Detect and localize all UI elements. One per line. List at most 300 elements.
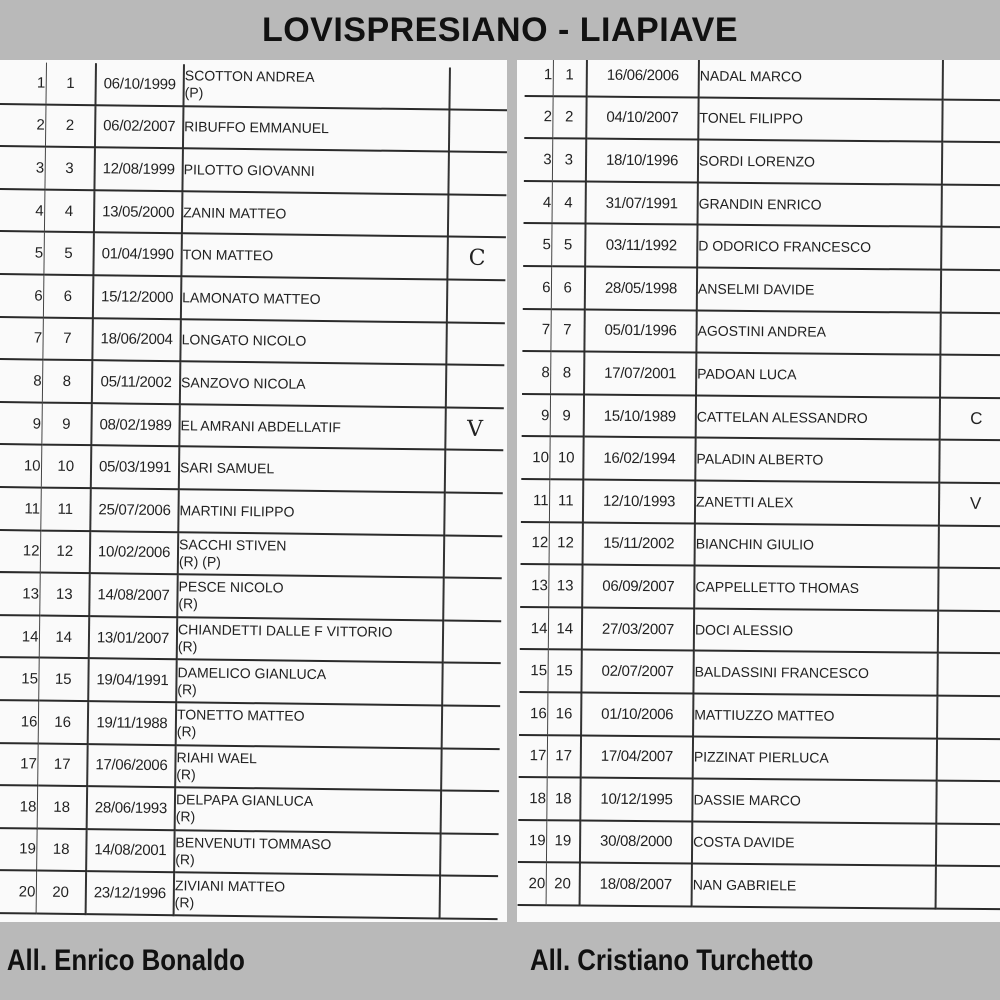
shirt-number: 6 <box>43 275 94 318</box>
player-name-cell <box>181 276 448 322</box>
player-name: BIANCHIN GIULIO <box>695 535 815 553</box>
shirt-number: 8 <box>42 360 93 403</box>
captain-mark <box>442 705 501 748</box>
player-name-cell <box>692 821 936 866</box>
captain-mark <box>938 610 1000 653</box>
shirt-number: 7 <box>42 317 93 360</box>
player-name: PALADIN ALBERTO <box>696 450 824 468</box>
row-index: 5 <box>523 223 551 266</box>
player-name: NADAL MARCO <box>699 67 803 85</box>
row-index: 17 <box>0 742 38 785</box>
row-index: 12 <box>521 522 549 565</box>
player-row <box>0 487 503 536</box>
birth-date: 19/11/1988 <box>88 701 177 745</box>
row-index: 2 <box>524 96 552 139</box>
title-bar <box>0 0 1000 60</box>
player-name-cell <box>180 361 447 407</box>
player-name: ZANETTI ALEX <box>696 493 794 511</box>
row-index: 1 <box>525 60 553 96</box>
birth-date: 16/02/1994 <box>583 437 695 481</box>
player-name: NAN GABRIELE <box>692 876 797 894</box>
birth-date: 13/01/2007 <box>89 616 178 660</box>
birth-date: 17/06/2006 <box>87 744 176 788</box>
captain-mark <box>444 492 503 535</box>
shirt-number: 11 <box>549 479 583 522</box>
player-row <box>0 870 498 919</box>
player-row <box>0 189 506 238</box>
birth-date: 25/07/2006 <box>90 488 179 532</box>
row-index: 14 <box>0 615 39 658</box>
shirt-number: 9 <box>41 402 92 445</box>
player-name: TON MATTEO <box>182 246 274 264</box>
shirt-number: 10 <box>549 437 583 480</box>
player-role: (R) <box>174 893 195 911</box>
player-name-cell <box>698 97 942 142</box>
row-index: 16 <box>0 700 38 743</box>
shirt-number: 4 <box>552 181 586 224</box>
row-index: 10 <box>521 436 549 479</box>
captain-mark <box>942 99 1000 142</box>
player-name: LONGATO NICOLO <box>181 331 307 350</box>
row-index: 11 <box>0 487 41 530</box>
captain-mark <box>940 312 1000 355</box>
birth-date: 02/07/2007 <box>581 650 693 694</box>
captain-mark <box>940 355 1000 398</box>
player-row <box>520 607 1000 654</box>
player-name-cell <box>693 736 937 781</box>
player-name: GRANDIN ENRICO <box>698 195 822 213</box>
birth-date: 18/10/1996 <box>586 139 698 183</box>
player-name-cell <box>696 353 940 398</box>
player-role: (P) <box>184 84 204 101</box>
captain-mark <box>939 525 1000 568</box>
birth-date: 06/09/2007 <box>582 565 694 609</box>
player-row <box>524 138 1000 185</box>
player-name: PADOAN LUCA <box>697 365 797 383</box>
birth-date: 12/10/1993 <box>583 479 695 523</box>
shirt-number: 1 <box>45 63 96 105</box>
player-name: CAPPELLETTO THOMAS <box>695 578 860 596</box>
row-index: 5 <box>0 231 44 274</box>
captain-mark: C <box>940 397 1000 440</box>
player-row <box>0 785 499 834</box>
player-name-cell <box>695 480 939 525</box>
captain-mark <box>937 738 1000 781</box>
player-name: DASSIE MARCO <box>693 791 801 809</box>
player-name-cell <box>174 872 441 918</box>
captain-mark <box>441 748 500 791</box>
captain-mark <box>936 866 1000 909</box>
captain-mark <box>440 876 499 919</box>
birth-date: 15/10/1989 <box>584 394 696 438</box>
captain-mark <box>448 194 507 237</box>
shirt-number: 1 <box>553 60 587 96</box>
player-row <box>518 862 1000 909</box>
row-index: 17 <box>519 734 547 777</box>
player-row <box>0 359 504 408</box>
player-row <box>519 649 1000 696</box>
captain-mark <box>942 142 1000 185</box>
birth-date: 31/07/1991 <box>586 181 698 225</box>
player-name: PESCE NICOLO <box>178 578 284 596</box>
player-name-cell <box>696 395 940 440</box>
player-name-cell <box>177 574 444 620</box>
player-name: BENVENUTI TOMMASO <box>175 834 332 853</box>
player-name: TONETTO MATTEO <box>176 706 305 724</box>
player-row <box>0 615 501 664</box>
birth-date: 18/06/2004 <box>92 318 181 362</box>
row-index: 6 <box>523 266 551 309</box>
player-name: SARI SAMUEL <box>179 459 275 477</box>
player-name-cell <box>693 693 937 738</box>
captain-mark <box>936 781 1000 824</box>
row-index: 20 <box>518 862 546 905</box>
shirt-number: 17 <box>547 735 581 778</box>
row-index: 16 <box>519 692 547 735</box>
captain-mark <box>449 109 507 152</box>
captain-mark <box>443 620 502 663</box>
player-row <box>0 317 505 366</box>
captain-mark <box>937 653 1000 696</box>
player-role: (R) <box>176 766 196 783</box>
player-role: (R) <box>176 723 197 740</box>
player-name-cell <box>697 225 941 270</box>
birth-date: 01/04/1990 <box>93 233 182 277</box>
shirt-number: 18 <box>36 828 87 871</box>
birth-date: 10/12/1995 <box>580 778 692 822</box>
captain-mark <box>937 696 1000 739</box>
player-row <box>0 62 507 110</box>
player-row <box>523 223 1000 270</box>
player-row <box>522 351 1000 398</box>
row-index: 18 <box>0 785 37 828</box>
row-index: 2 <box>0 104 45 147</box>
sheet-separator <box>507 60 517 922</box>
right-coach-bar <box>530 922 1000 1000</box>
shirt-number: 4 <box>44 189 95 232</box>
row-index: 11 <box>521 479 549 522</box>
row-index: 6 <box>0 274 43 317</box>
row-index: 20 <box>0 870 36 913</box>
player-name-cell <box>695 438 939 483</box>
shirt-number: 13 <box>39 573 90 616</box>
player-name-cell <box>179 404 446 450</box>
player-row <box>518 777 1000 824</box>
player-row <box>524 96 1000 143</box>
player-name-cell <box>696 310 940 355</box>
row-index: 8 <box>522 351 550 394</box>
birth-date: 14/08/2001 <box>86 829 175 873</box>
birth-date: 05/11/2002 <box>92 360 181 404</box>
row-index: 9 <box>522 394 550 437</box>
captain-mark <box>445 450 504 493</box>
player-name-cell <box>693 651 937 696</box>
player-name: SANZOVO NICOLA <box>181 374 306 392</box>
shirt-number: 20 <box>36 871 87 914</box>
player-name-cell <box>183 64 449 109</box>
shirt-number: 3 <box>44 147 95 190</box>
birth-date: 15/11/2002 <box>583 522 695 566</box>
row-index: 4 <box>0 189 44 232</box>
birth-date: 17/04/2007 <box>581 735 693 779</box>
birth-date: 08/02/1989 <box>91 403 180 447</box>
player-name-cell <box>178 532 445 578</box>
shirt-number: 14 <box>548 607 582 650</box>
player-name: PILOTTO GIOVANNI <box>183 161 315 179</box>
birth-date: 18/08/2007 <box>580 863 692 907</box>
player-row <box>524 181 1000 228</box>
birth-date: 01/10/2006 <box>581 692 693 736</box>
captain-mark <box>449 68 507 110</box>
captain-mark: V <box>445 407 504 450</box>
captain-mark <box>448 152 507 195</box>
shirt-number: 2 <box>552 96 586 139</box>
birth-date: 15/12/2000 <box>93 275 182 319</box>
row-index: 4 <box>524 181 552 224</box>
left-coach-bar <box>0 922 500 1000</box>
birth-date: 17/07/2001 <box>584 352 696 396</box>
row-index: 13 <box>520 564 548 607</box>
row-index: 18 <box>518 777 546 820</box>
shirt-number: 16 <box>547 692 581 735</box>
player-row <box>0 402 504 451</box>
player-row <box>0 700 500 749</box>
player-name: COSTA DAVIDE <box>693 833 795 851</box>
player-name: SCOTTON ANDREA <box>184 67 315 86</box>
player-name-cell <box>181 234 448 280</box>
left-roster-sheet <box>0 60 507 922</box>
player-name: MATTIUZZO MATTEO <box>694 706 835 724</box>
player-name: ANSELMI DAVIDE <box>697 280 815 298</box>
player-name-cell <box>177 617 444 663</box>
player-row <box>525 60 1000 100</box>
row-index: 8 <box>0 359 42 402</box>
player-name: BALDASSINI FRANCESCO <box>694 663 869 682</box>
shirt-number: 16 <box>38 700 89 743</box>
shirt-number: 8 <box>550 351 584 394</box>
shirt-number: 17 <box>37 743 88 786</box>
player-name: LAMONATO MATTEO <box>182 289 321 307</box>
captain-mark <box>443 578 502 621</box>
shirt-number: 12 <box>40 530 91 573</box>
player-name: ZIVIANI MATTEO <box>174 876 286 895</box>
player-row <box>0 444 503 493</box>
shirt-number: 19 <box>546 820 580 863</box>
right-coach-name: All. Cristiano Turchetto <box>530 944 814 977</box>
player-name: RIAHI WAEL <box>176 749 258 767</box>
player-row <box>0 274 505 323</box>
row-index: 7 <box>0 317 43 360</box>
birth-date: 19/04/1991 <box>88 658 177 702</box>
player-name-cell <box>697 267 941 312</box>
birth-date: 06/10/1999 <box>95 63 184 106</box>
captain-mark <box>941 270 1000 313</box>
player-role: (R) <box>175 808 196 825</box>
player-name-cell <box>178 489 445 535</box>
shirt-number: 7 <box>550 309 584 352</box>
captain-mark <box>446 322 505 365</box>
player-row <box>521 436 1000 483</box>
row-index: 1 <box>0 62 46 104</box>
player-row <box>0 104 507 153</box>
player-name-cell <box>179 447 446 493</box>
row-index: 19 <box>0 828 37 871</box>
captain-mark <box>939 440 1000 483</box>
row-index: 12 <box>0 529 40 572</box>
player-name: ZANIN MATTEO <box>183 203 287 222</box>
captain-mark: C <box>447 237 506 280</box>
right-roster-table <box>518 60 1000 910</box>
page-title: LOVISPRESIANO - LIAPIAVE <box>261 10 739 49</box>
player-name-cell <box>692 779 936 824</box>
shirt-number: 5 <box>551 224 585 267</box>
player-row <box>521 479 1000 526</box>
row-index: 7 <box>522 309 550 352</box>
player-name: CHIANDETTI DALLE F VITTORIO <box>177 621 393 640</box>
captain-mark <box>446 365 505 408</box>
player-name-cell <box>180 319 447 365</box>
shirt-number: 6 <box>551 266 585 309</box>
player-name: EL AMRANI ABDELLATIF <box>180 416 341 435</box>
captain-mark <box>447 279 506 322</box>
shirt-number: 2 <box>45 104 96 147</box>
player-name-cell <box>182 191 449 237</box>
row-index: 9 <box>0 402 42 445</box>
player-row <box>520 564 1000 611</box>
birth-date: 27/03/2007 <box>582 607 694 651</box>
player-name: TONEL FILIPPO <box>699 109 803 127</box>
player-role: (R) <box>175 851 195 868</box>
player-name: MARTINI FILIPPO <box>179 501 295 520</box>
player-row <box>0 146 507 195</box>
player-name: D ODORICO FRANCESCO <box>698 237 872 256</box>
player-row <box>518 820 1000 867</box>
birth-date: 28/05/1998 <box>585 267 697 311</box>
birth-date: 30/08/2000 <box>580 820 692 864</box>
player-row <box>0 828 499 877</box>
player-name-cell <box>694 566 938 611</box>
captain-mark <box>943 60 1000 100</box>
player-name-cell <box>176 702 443 748</box>
player-row <box>0 231 506 280</box>
captain-mark <box>442 663 501 706</box>
left-coach-name: All. Enrico Bonaldo <box>6 944 245 977</box>
shirt-number: 10 <box>41 445 92 488</box>
shirt-number: 15 <box>38 658 89 701</box>
player-row <box>519 734 1000 781</box>
row-index: 14 <box>520 607 548 650</box>
player-row <box>523 266 1000 313</box>
birth-date: 14/08/2007 <box>89 573 178 617</box>
captain-mark <box>938 568 1000 611</box>
player-row <box>522 394 1000 441</box>
player-name: SACCHI STIVEN <box>179 536 287 554</box>
captain-mark <box>941 227 1000 270</box>
shirt-number: 14 <box>39 615 90 658</box>
right-roster-sheet <box>517 60 1000 922</box>
player-row <box>521 522 1000 569</box>
player-name-cell <box>174 830 441 876</box>
player-row <box>519 692 1000 739</box>
birth-date: 05/03/1991 <box>91 446 180 490</box>
player-name-cell <box>694 608 938 653</box>
captain-mark <box>936 823 1000 866</box>
player-row <box>522 309 1000 356</box>
player-name-cell <box>698 140 942 185</box>
birth-date: 03/11/1992 <box>585 224 697 268</box>
shirt-number: 12 <box>549 522 583 565</box>
shirt-number: 3 <box>552 138 586 181</box>
player-name: SORDI LORENZO <box>699 152 816 170</box>
shirt-number: 15 <box>547 650 581 693</box>
player-name-cell <box>183 106 450 152</box>
shirt-number: 5 <box>43 232 94 275</box>
player-name: RIBUFFO EMMANUEL <box>184 118 329 137</box>
player-name-cell <box>699 60 943 99</box>
birth-date: 10/02/2006 <box>90 531 179 575</box>
shirt-number: 13 <box>548 564 582 607</box>
birth-date: 05/01/1996 <box>584 309 696 353</box>
birth-date: 12/08/1999 <box>94 147 183 191</box>
player-name: DOCI ALESSIO <box>694 621 794 638</box>
player-name: AGOSTINI ANDREA <box>697 322 827 340</box>
row-index: 19 <box>518 820 546 863</box>
captain-mark <box>444 535 503 578</box>
captain-mark <box>441 791 500 834</box>
row-index: 13 <box>0 572 40 615</box>
row-index: 10 <box>0 444 41 487</box>
captain-mark: V <box>939 483 1000 526</box>
captain-mark <box>440 833 499 876</box>
player-name-cell <box>698 182 942 227</box>
shirt-number: 20 <box>546 862 580 905</box>
birth-date: 28/06/1993 <box>87 786 176 830</box>
player-name-cell <box>175 787 442 833</box>
shirt-number: 11 <box>40 487 91 530</box>
player-name: CATTELAN ALESSANDRO <box>696 408 868 426</box>
player-name-cell <box>176 660 443 706</box>
player-name-cell <box>692 864 936 909</box>
player-role: (R) <box>177 638 198 655</box>
row-index: 15 <box>519 649 547 692</box>
row-index: 3 <box>524 138 552 181</box>
shirt-number: 18 <box>546 777 580 820</box>
row-index: 3 <box>0 146 45 189</box>
player-role: (R) <box>178 595 198 612</box>
player-row <box>0 529 502 578</box>
player-row <box>0 742 500 791</box>
birth-date: 16/06/2006 <box>587 60 699 97</box>
player-role: (R) (P) <box>178 553 222 570</box>
player-name-cell <box>175 745 442 791</box>
shirt-number: 9 <box>550 394 584 437</box>
player-role: (R) <box>177 680 197 698</box>
captain-mark <box>942 184 1000 227</box>
birth-date: 23/12/1996 <box>86 871 175 915</box>
birth-date: 13/05/2000 <box>94 190 183 234</box>
player-name: DELPAPA GIANLUCA <box>175 791 314 810</box>
player-row <box>0 572 502 621</box>
player-name-cell <box>182 148 449 194</box>
left-roster-table <box>0 62 507 920</box>
player-name: PIZZINAT PIERLUCA <box>693 748 829 766</box>
player-row <box>0 657 501 706</box>
shirt-number: 18 <box>37 786 88 829</box>
row-index: 15 <box>0 657 39 700</box>
player-name-cell <box>695 523 939 568</box>
birth-date: 06/02/2007 <box>95 105 184 149</box>
player-name: DAMELICO GIANLUCA <box>177 663 327 682</box>
